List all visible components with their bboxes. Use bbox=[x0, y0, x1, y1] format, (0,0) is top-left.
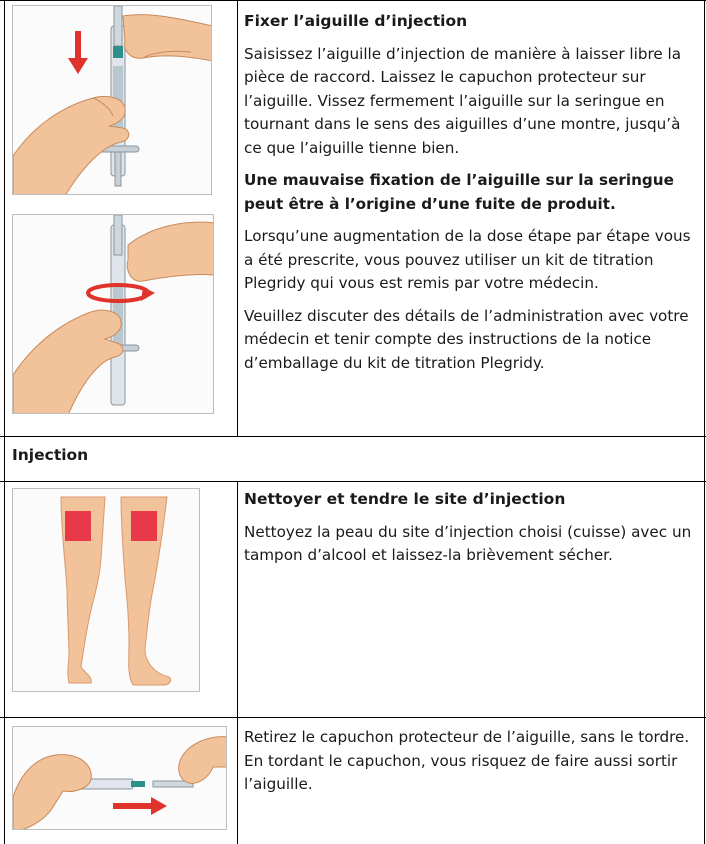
table-border-right bbox=[704, 0, 705, 844]
column-divider bbox=[237, 0, 238, 436]
step-paragraph: Nettoyez la peau du site d’injection choisi (cuisse) avec un tampon d’alcool et laissez-la brièvement sécher. bbox=[244, 522, 692, 564]
step-paragraph: Veuillez discuter des détails de l’administration avec votre médecin et tenir compte des instructions de la notice d’emballage du kit de titration Plegridy. bbox=[244, 306, 689, 372]
row-4-text bbox=[244, 726, 702, 806]
syringe-twist-illustration bbox=[12, 214, 214, 414]
warning-paragraph: Une mauvaise fixation de l’aiguille sur la seringue peut être à l’origine d’une fuite de produit. bbox=[244, 171, 674, 213]
table-border-left bbox=[4, 0, 5, 844]
step-heading: Fixer l’aiguille d’injection bbox=[244, 12, 468, 30]
step-paragraph: Lorsqu’une augmentation de la dose étape par étape vous a été prescrite, vous pouvez utiliser un kit de titration Plegridy qui vous est remis par votre médecin. bbox=[244, 227, 691, 292]
column-divider bbox=[237, 481, 238, 844]
row-divider bbox=[0, 717, 706, 718]
table-border-top bbox=[0, 0, 706, 1]
legs-injection-site-illustration bbox=[12, 488, 200, 692]
step-heading: Nettoyer et tendre le site d’injection bbox=[244, 490, 566, 508]
step-paragraph: Retirez le capuchon protecteur de l’aiguille, sans le tordre. En tordant le capuchon, vous risquez de faire aussi sortir l’aiguille. bbox=[244, 728, 690, 793]
syringe-needle-attach-illustration bbox=[12, 5, 212, 195]
row-3-text bbox=[244, 488, 702, 577]
section-label-injection: Injection bbox=[12, 446, 89, 464]
remove-cap-illustration bbox=[12, 726, 227, 830]
step-paragraph: Saisissez l’aiguille d’injection de manière à laisser libre la pièce de raccord. Laissez le capuchon protecteur sur l’aiguille. Vissez fermement l’aiguille sur la seringue en tournant dans le sens des aiguilles d’une montre, jusqu’à ce que l’aiguille tienne bien. bbox=[244, 44, 682, 157]
row-1-text bbox=[244, 10, 702, 384]
row-divider bbox=[0, 481, 706, 482]
row-divider bbox=[0, 436, 706, 437]
